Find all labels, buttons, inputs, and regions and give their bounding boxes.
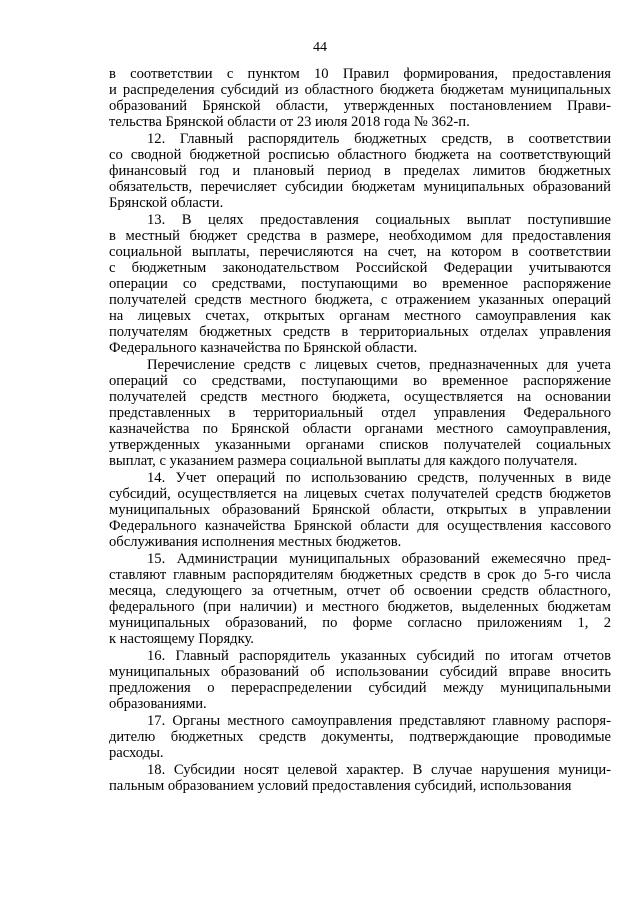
text-line: на лицевых счетах, открытых органам местного самоуправления как [109,308,611,324]
paragraph-p11_cont [109,66,611,130]
text-line: 13. В целях предоставления социальных выплат поступившие [147,212,611,228]
text-line: образованиями. [109,696,207,712]
text-line: получателей средств местного бюджета, осуществляется на основании [109,389,611,405]
text-line: казначейства по Брянской области органами местного самоуправления, [109,421,611,437]
text-line: 12. Главный распорядитель бюджетных средств, в соответствии [147,131,611,147]
text-line: муниципальных образований об использовании субсидий вправе вносить [109,664,611,680]
text-line: Брянской области. [109,195,224,211]
text-line: в местный бюджет средства в размере, необходимом для предоставления [109,228,611,244]
text-line: со сводной бюджетной росписью областного бюджета на соответствующий [109,147,611,163]
text-line: с бюджетным законодательством Российской Федерации учитываются [109,260,611,276]
text-line: пальным образованием условий предоставления субсидий, использования [109,778,572,794]
text-line: Федерального казначейства по Брянской области. [109,340,418,356]
text-line: 18. Субсидии носят целевой характер. В случае нарушения муници- [147,762,611,778]
paragraph-p18 [109,762,611,794]
paragraph-p13b [109,357,611,469]
text-line: муниципальных образований, по форме согласно приложениям 1, 2 [109,615,611,631]
text-line: тельства Брянской области от 23 июля 2018 года № 362-п. [109,114,470,130]
paragraph-p16 [109,648,611,712]
text-line: 16. Главный распорядитель указанных субсидий по итогам отчетов [147,648,611,664]
text-line: предложения о перераспределении субсидий между муниципальными [109,680,611,696]
text-line: получателей средств местного бюджета, с отражением указанных операций [109,292,611,308]
text-line: обслуживания исполнения местных бюджетов. [109,534,402,550]
text-line: месяца, следующего за отчетным, отчет об освоении средств областного, [109,583,611,599]
text-line: 14. Учет операций по использованию средств, полученных в виде [147,470,611,486]
text-line: обязательств, перечисляет субсидии бюджетам муниципальных образований [109,179,611,195]
text-line: ставляют главным распорядителям бюджетных средств в срок до 5-го числа [109,567,611,583]
text-line: в соответствии с пунктом 10 Правил формирования, предоставления [109,66,611,82]
text-line: субсидий, осуществляется на лицевых счетах получателей средств бюджетов [109,486,611,502]
text-line: выплат, с указанием размера социальной выплаты для каждого получателя. [109,453,578,469]
text-line: представленных в территориальный отдел управления Федерального [109,405,611,421]
text-line: операции со средствами, поступающими во временное распоряжение [109,276,611,292]
text-line: 17. Органы местного самоуправления представляют главному распоря- [147,713,611,729]
text-line: муниципальных образований Брянской области, открытых в управлении [109,502,611,518]
text-line: и распределения субсидий из областного бюджета бюджетам муниципальных [109,82,611,98]
text-line: Перечисление средств с лицевых счетов, предназначенных для учета [147,357,611,373]
text-line: социальной выплаты, перечисляются на счет, на котором в соответствии [109,244,611,260]
text-line: финансовый год и плановый период в пределах лимитов бюджетных [109,163,611,179]
paragraph-p17 [109,713,611,761]
paragraph-p15 [109,551,611,647]
text-line: 15. Администрации муниципальных образований ежемесячно пред- [147,551,611,567]
paragraph-p12 [109,131,611,211]
text-line: дителю бюджетных средств документы, подтверждающие проводимые [109,729,611,745]
text-line: Федерального казначейства Брянской области для осуществления кассового [109,518,611,534]
paragraph-p14 [109,470,611,550]
text-line: расходы. [109,745,164,761]
text-line: образований Брянской области, утвержденных постановлением Прави- [109,98,611,114]
paragraph-p13 [109,212,611,356]
text-line: к настоящему Порядку. [109,631,254,647]
page-number: 44 [313,40,327,55]
text-line: утвержденных указанными органами списков получателей социальных [109,437,611,453]
document-body [109,66,611,795]
text-line: федерального (при наличии) и местного бюджетов, выделенных бюджетам [109,599,611,615]
text-line: операций со средствами, поступающими во временное распоряжение [109,373,611,389]
text-line: получателям бюджетных средств в территориальных отделах управления [109,324,611,340]
